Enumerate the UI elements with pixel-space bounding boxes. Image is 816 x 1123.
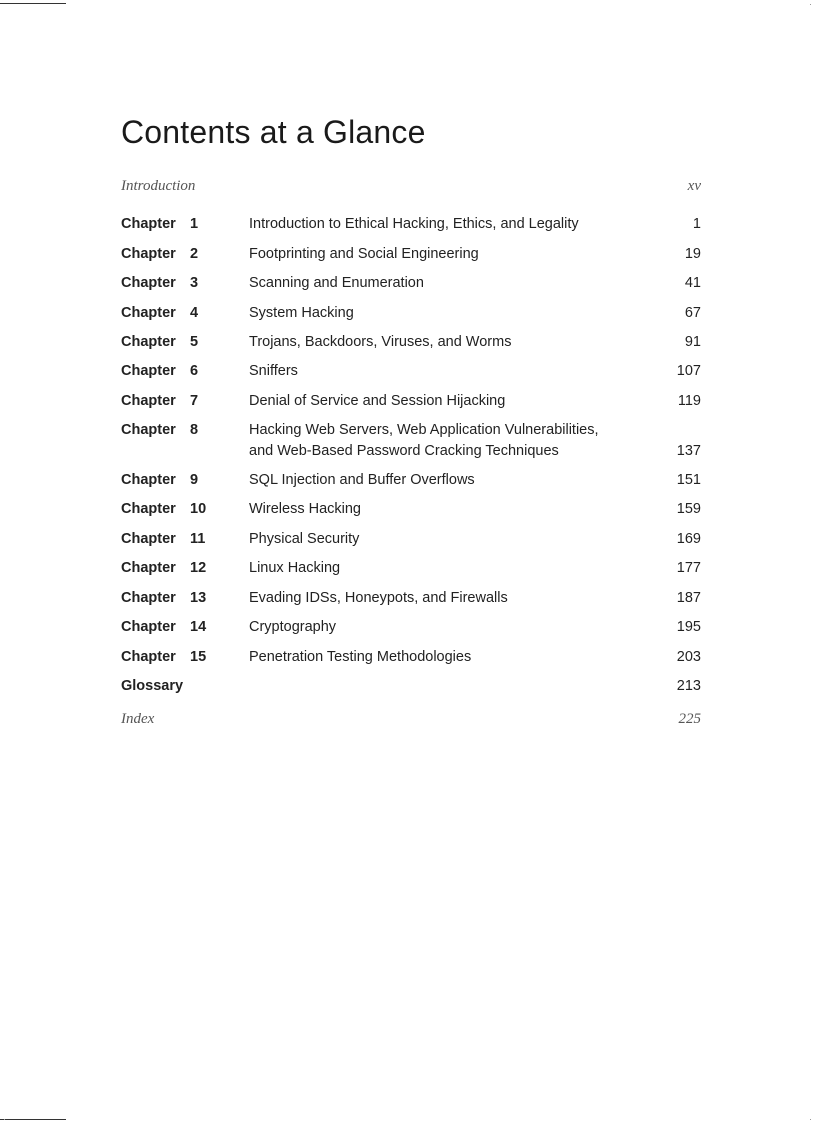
page-title: Contents at a Glance <box>121 114 426 150</box>
chapter-number: 14 <box>190 619 207 635</box>
toc-page-number: xv <box>687 178 701 194</box>
toc-page-number: 169 <box>676 531 701 547</box>
chapter-title: SQL Injection and Buffer Overflows <box>249 472 475 488</box>
toc-page-number: 137 <box>676 443 701 459</box>
toc-entry-chapter-9[interactable] <box>121 470 701 491</box>
crop-dot-top-right <box>810 4 811 5</box>
toc-entry-chapter-15[interactable] <box>121 647 701 668</box>
toc-page-number: 119 <box>677 393 701 409</box>
toc-label: Index <box>121 711 155 727</box>
toc-entry-glossary[interactable] <box>121 676 701 697</box>
chapter-title: Sniffers <box>249 363 298 379</box>
toc-entry-chapter-7[interactable] <box>121 391 701 412</box>
toc-entry-chapter-1[interactable] <box>121 214 701 235</box>
toc-entry-chapter-10[interactable] <box>121 499 701 520</box>
chapter-title: Scanning and Enumeration <box>249 275 424 291</box>
chapter-number: 6 <box>190 363 199 379</box>
chapter-number: 3 <box>190 275 199 291</box>
chapter-number: 1 <box>190 216 199 232</box>
chapter-number: 5 <box>190 334 199 350</box>
chapter-label: Chapter <box>121 422 176 438</box>
chapter-label: Chapter <box>121 531 176 547</box>
toc-page-number: 91 <box>684 334 701 350</box>
chapter-label: Chapter <box>121 275 176 291</box>
toc-entry-chapter-8[interactable] <box>121 420 701 462</box>
toc-entry-chapter-3[interactable] <box>121 273 701 294</box>
chapter-title: Trojans, Backdoors, Viruses, and Worms <box>249 334 512 350</box>
chapter-title: Introduction to Ethical Hacking, Ethics, and Legality <box>249 216 579 232</box>
toc-page-number: 213 <box>676 678 701 694</box>
toc-page-number: 67 <box>684 305 701 321</box>
chapter-number: 13 <box>190 590 207 606</box>
chapter-title: Evading IDSs, Honeypots, and Firewalls <box>249 590 508 606</box>
chapter-number: 9 <box>190 472 199 488</box>
toc-page-number: 195 <box>676 619 701 635</box>
toc-page-number: 225 <box>678 711 701 727</box>
chapter-label: Chapter <box>121 501 176 517</box>
chapter-label: Chapter <box>121 216 176 232</box>
crop-mark-bottom-left <box>0 1119 66 1120</box>
toc-page-number: 1 <box>692 216 701 232</box>
toc-page-number: 151 <box>676 472 701 488</box>
toc-label: Introduction <box>121 178 196 194</box>
chapter-label: Chapter <box>121 649 176 665</box>
chapter-title: Penetration Testing Methodologies <box>249 649 472 665</box>
toc-page-number: 107 <box>676 363 701 379</box>
chapter-title-line-2: and Web-Based Password Cracking Techniques <box>249 443 559 459</box>
chapter-number: 15 <box>190 649 207 665</box>
toc-entry-index[interactable] <box>121 711 701 731</box>
glossary-label: Glossary <box>121 678 184 694</box>
chapter-label: Chapter <box>121 334 176 350</box>
toc-page-number: 159 <box>676 501 701 517</box>
chapter-label: Chapter <box>121 246 176 262</box>
crop-dot-bottom-left <box>4 1119 5 1120</box>
crop-dot-bottom-right <box>810 1119 811 1120</box>
chapter-title: Hacking Web Servers, Web Application Vulnerabilities, <box>249 422 599 438</box>
chapter-title: Denial of Service and Session Hijacking <box>249 393 506 409</box>
chapter-label: Chapter <box>121 590 176 606</box>
toc-page-number: 187 <box>676 590 701 606</box>
toc-page-number: 177 <box>676 560 701 576</box>
chapter-number: 10 <box>190 501 207 517</box>
chapter-number: 8 <box>190 422 199 438</box>
toc-page-number: 41 <box>684 275 701 291</box>
chapter-label: Chapter <box>121 305 176 321</box>
chapter-title-block <box>249 420 649 462</box>
chapter-label: Chapter <box>121 560 176 576</box>
chapter-title: Wireless Hacking <box>249 501 361 517</box>
toc-page-number: 19 <box>684 246 701 262</box>
chapter-number: 11 <box>190 531 206 547</box>
chapter-title: Footprinting and Social Engineering <box>249 246 479 262</box>
toc-entry-chapter-14[interactable] <box>121 617 701 638</box>
chapter-number: 12 <box>190 560 207 576</box>
crop-mark-top-left <box>0 3 66 4</box>
toc-entry-chapter-11[interactable] <box>121 529 701 550</box>
chapter-number: 7 <box>190 393 199 409</box>
toc-entry-chapter-2[interactable] <box>121 244 701 265</box>
chapter-title: Linux Hacking <box>249 560 341 576</box>
toc-entry-chapter-4[interactable] <box>121 303 701 324</box>
chapter-number: 2 <box>190 246 199 262</box>
chapter-title: System Hacking <box>249 305 354 321</box>
chapter-title: Physical Security <box>249 531 360 547</box>
chapter-label: Chapter <box>121 619 176 635</box>
chapter-title: Cryptography <box>249 619 337 635</box>
toc-entry-introduction[interactable] <box>121 178 701 198</box>
chapter-label: Chapter <box>121 363 176 379</box>
chapter-number: 4 <box>190 305 199 321</box>
chapter-label: Chapter <box>121 472 176 488</box>
toc-page-number: 203 <box>676 649 701 665</box>
toc-entry-chapter-12[interactable] <box>121 558 701 579</box>
toc-entry-chapter-13[interactable] <box>121 588 701 609</box>
toc-entry-chapter-5[interactable] <box>121 332 701 353</box>
toc-entry-chapter-6[interactable] <box>121 361 701 382</box>
chapter-label: Chapter <box>121 393 176 409</box>
